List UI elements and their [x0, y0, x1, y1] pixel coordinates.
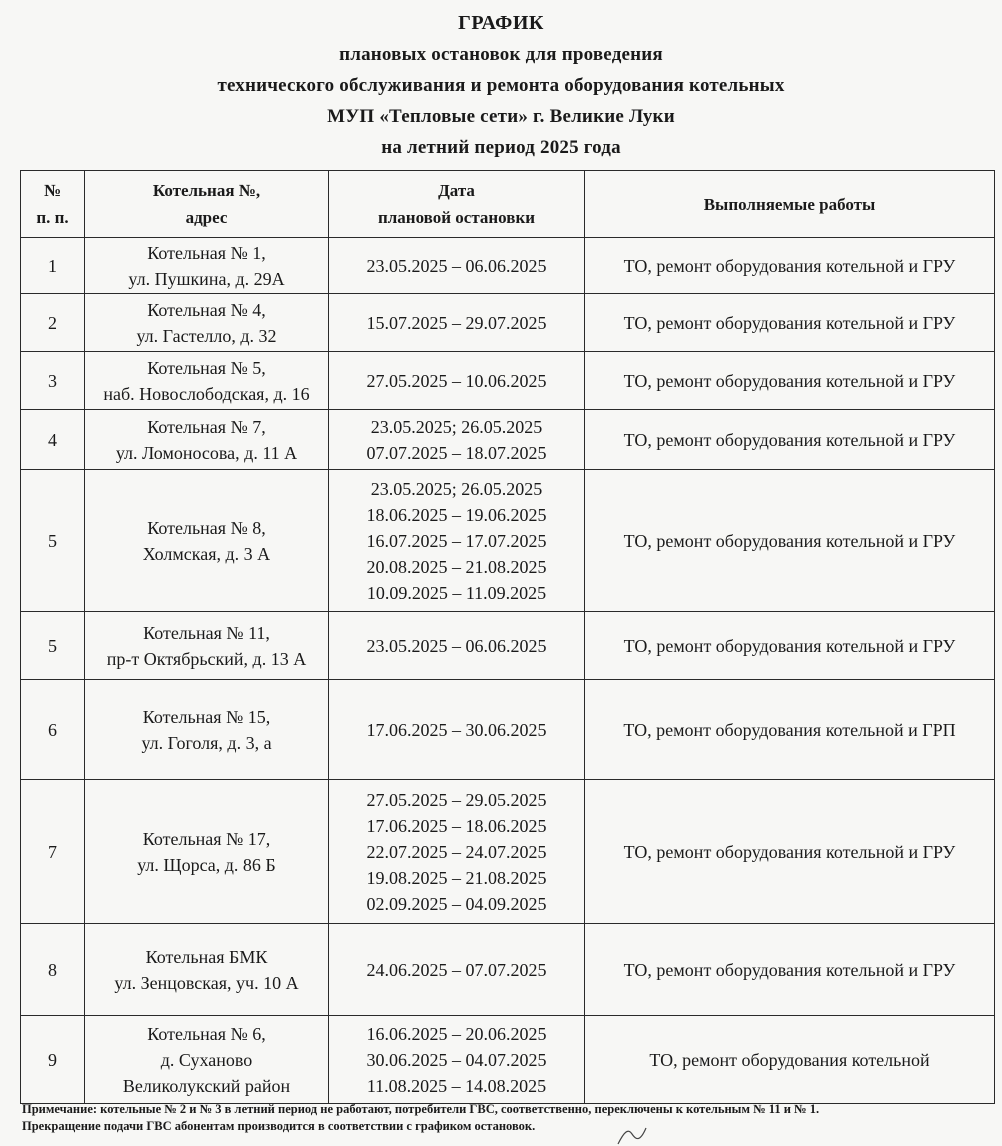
dates-cell: 23.05.2025 – 06.06.2025 — [329, 238, 585, 294]
row-number: 8 — [21, 924, 85, 1016]
works-cell: ТО, ремонт оборудования котельной и ГРУ — [585, 352, 995, 410]
document-subtitle-4: на летний период 2025 года — [381, 137, 621, 158]
header-date: Дата плановой остановки — [329, 171, 585, 238]
boiler-cell: Котельная № 7, ул. Ломоносова, д. 11 А — [85, 410, 329, 470]
signature-mark — [612, 1126, 652, 1146]
row-number: 6 — [21, 680, 85, 780]
document-subtitle-3: МУП «Тепловые сети» г. Великие Луки — [327, 106, 675, 127]
table-header-row — [21, 171, 995, 238]
table-row — [21, 410, 995, 470]
dates-cell: 23.05.2025; 26.05.2025 18.06.2025 – 19.06.2025 16.07.2025 – 17.07.2025 20.08.2025 – 21.08.2025 10.09.2025 – 11.09.2025 — [329, 470, 585, 612]
header-boiler: Котельная №, адрес — [85, 171, 329, 238]
footnote — [22, 1101, 992, 1135]
footnote-line-2: Прекращение подачи ГВС абонентам производится в соответствии с графиком остановок. — [22, 1119, 536, 1133]
boiler-cell: Котельная № 15, ул. Гоголя, д. 3, а — [85, 680, 329, 780]
table-row — [21, 352, 995, 410]
row-number: 9 — [21, 1016, 85, 1104]
boiler-cell: Котельная № 1, ул. Пушкина, д. 29А — [85, 238, 329, 294]
row-number: 5 — [21, 470, 85, 612]
header-works: Выполняемые работы — [585, 171, 995, 238]
row-number: 3 — [21, 352, 85, 410]
works-cell: ТО, ремонт оборудования котельной и ГРУ — [585, 924, 995, 1016]
works-cell: ТО, ремонт оборудования котельной и ГРП — [585, 680, 995, 780]
dates-cell: 17.06.2025 – 30.06.2025 — [329, 680, 585, 780]
table-row — [21, 680, 995, 780]
schedule-table — [20, 170, 995, 1104]
boiler-cell: Котельная № 5, наб. Новослободская, д. 16 — [85, 352, 329, 410]
boiler-cell: Котельная № 17, ул. Щорса, д. 86 Б — [85, 780, 329, 924]
document-title: ГРАФИК — [458, 12, 544, 34]
dates-cell: 15.07.2025 – 29.07.2025 — [329, 294, 585, 352]
document-subtitle-2: технического обслуживания и ремонта оборудования котельных — [217, 75, 785, 96]
works-cell: ТО, ремонт оборудования котельной и ГРУ — [585, 294, 995, 352]
table-row — [21, 238, 995, 294]
boiler-cell: Котельная № 4, ул. Гастелло, д. 32 — [85, 294, 329, 352]
row-number: 1 — [21, 238, 85, 294]
works-cell: ТО, ремонт оборудования котельной и ГРУ — [585, 410, 995, 470]
table-row — [21, 924, 995, 1016]
boiler-cell: Котельная БМК ул. Зенцовская, уч. 10 А — [85, 924, 329, 1016]
table-row — [21, 780, 995, 924]
table-row — [21, 294, 995, 352]
works-cell: ТО, ремонт оборудования котельной и ГРУ — [585, 238, 995, 294]
works-cell: ТО, ремонт оборудования котельной и ГРУ — [585, 780, 995, 924]
boiler-cell: Котельная № 11, пр-т Октябрьский, д. 13 А — [85, 612, 329, 680]
boiler-cell: Котельная № 8, Холмская, д. 3 А — [85, 470, 329, 612]
works-cell: ТО, ремонт оборудования котельной и ГРУ — [585, 612, 995, 680]
row-number: 4 — [21, 410, 85, 470]
works-cell: ТО, ремонт оборудования котельной — [585, 1016, 995, 1104]
footnote-line-1: Примечание: котельные № 2 и № 3 в летний период не работают, потребители ГВС, соответственно, переключены к котельным № 11 и № 1. — [22, 1102, 820, 1116]
header-number: № п. п. — [21, 171, 85, 238]
boiler-cell: Котельная № 6, д. Суханово Великолукский район — [85, 1016, 329, 1104]
table-row — [21, 1016, 995, 1104]
document-subtitle-1: плановых остановок для проведения — [339, 44, 663, 65]
table-row — [21, 612, 995, 680]
row-number: 5 — [21, 612, 85, 680]
row-number: 7 — [21, 780, 85, 924]
document-header — [0, 8, 1002, 163]
dates-cell: 23.05.2025 – 06.06.2025 — [329, 612, 585, 680]
dates-cell: 16.06.2025 – 20.06.2025 30.06.2025 – 04.07.2025 11.08.2025 – 14.08.2025 — [329, 1016, 585, 1104]
dates-cell: 27.05.2025 – 10.06.2025 — [329, 352, 585, 410]
row-number: 2 — [21, 294, 85, 352]
dates-cell: 27.05.2025 – 29.05.2025 17.06.2025 – 18.06.2025 22.07.2025 – 24.07.2025 19.08.2025 – 21.08.2025 02.09.2025 – 04.09.2025 — [329, 780, 585, 924]
table-row — [21, 470, 995, 612]
dates-cell: 24.06.2025 – 07.07.2025 — [329, 924, 585, 1016]
works-cell: ТО, ремонт оборудования котельной и ГРУ — [585, 470, 995, 612]
dates-cell: 23.05.2025; 26.05.2025 07.07.2025 – 18.07.2025 — [329, 410, 585, 470]
